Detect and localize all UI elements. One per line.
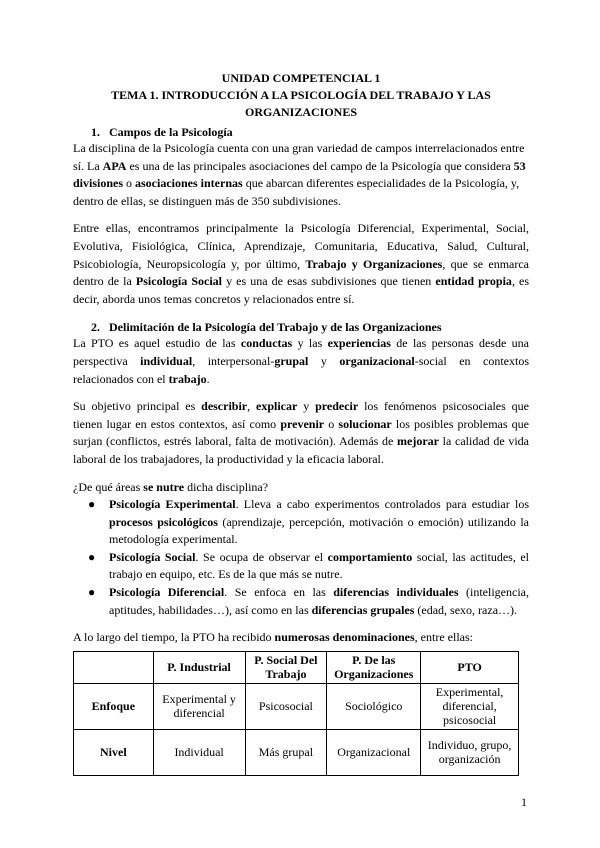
table-row-label: Enfoque: [74, 683, 154, 729]
table-header-cell: P. De las Organizaciones: [327, 651, 421, 683]
table-header-cell: P. Social Del Trabajo: [245, 651, 327, 683]
table-row: [74, 683, 519, 729]
section-2-heading: [73, 319, 529, 335]
section-2-paragraph-1: La PTO es aquel estudio de las conductas y las experiencias de las personas desde una perspectiva individual, interpersonal-grupal y organizacional-social en contextos relacionados con el trabajo.: [73, 336, 530, 386]
document-page: [73, 70, 529, 776]
table-cell: Más grupal: [245, 729, 327, 775]
table-header-cell: [74, 651, 154, 683]
list-item: ● Psicología Social. Se ocupa de observar el comportamiento social, las actitudes, el trabajo en equipo, etc. Es de la que más se nutre.: [88, 549, 530, 582]
table-row-label: Nivel: [74, 729, 154, 775]
unit-title: UNIDAD COMPETENCIAL 1: [221, 71, 381, 85]
table-cell: Experimental y diferencial: [153, 683, 245, 729]
table-cell: Experimental, diferencial, psicosocial: [421, 683, 519, 729]
bullet-icon: ●: [88, 585, 96, 600]
denominations-table: [73, 651, 519, 776]
table-cell: Individuo, grupo, organización: [421, 729, 519, 775]
section-1-paragraph-2: Entre ellas, encontramos principalmente la Psicología Diferencial, Experimental, Social, Evolutiva, Fisiológica, Clínica, Aprendizaje, Comunitaria, Educativa, Salud, Cultural, Psicobiología, Neuropsicología y, por último, Trabajo y Organizaciones, que se enmarca dentro de la Psicología Social y es una de esas subdivisiones que tienen entidad propia, es decir, aborda unos temas concretos y relacionados entre sí.: [73, 221, 530, 306]
table-header-row: [74, 651, 519, 683]
table-cell: Psicosocial: [245, 683, 327, 729]
section-1-paragraph-1: La disciplina de la Psicología cuenta con una gran variedad de campos interrelacionados entre sí. La APA es una de las principales asociaciones del campo de la Psicología que considera 53 divisiones o asociaciones internas que abarcan diferentes especialidades de la Psicología, y, dentro de ellas, se distinguen más de 350 subdivisiones.: [73, 141, 526, 208]
table-row: [74, 729, 519, 775]
list-item: ● Psicología Experimental. Lleva a cabo experimentos controlados para estudiar los procesos psicológicos (aprendizaje, percepción, motivación o emoción) utilizando la metodología experimental.: [88, 497, 529, 547]
areas-question: ¿De qué áreas se nutre dicha disciplina?: [73, 479, 269, 494]
bullet-icon: ●: [88, 497, 96, 512]
section-1-heading: [73, 124, 529, 140]
section-1-title: Campos de la Psicología: [109, 125, 233, 139]
section-2-number: 2.: [91, 320, 100, 335]
topic-title-line2: ORGANIZACIONES: [244, 105, 358, 119]
table-cell: Sociológico: [327, 683, 421, 729]
section-2-paragraph-2: Su objetivo principal es describir, explicar y predecir los fenómenos psicosociales que tienen lugar en estos contextos, así como prevenir o solucionar los posibles problemas que surjan (conflictos, estrés laboral, falta de motivación). Además de mejorar la calidad de vida laboral de los trabajadores, la productividad y la eficacia laboral.: [73, 399, 529, 466]
table-cell: Individual: [153, 729, 245, 775]
table-header-cell: PTO: [421, 651, 519, 683]
section-2-paragraph-3: A lo largo del tiempo, la PTO ha recibido numerosas denominaciones, entre ellas:: [73, 630, 473, 645]
table-header-cell: P. Industrial: [153, 651, 245, 683]
section-1-number: 1.: [91, 125, 100, 139]
page-number: 1: [521, 795, 527, 809]
bullet-icon: ●: [88, 549, 96, 564]
topic-title-line1: TEMA 1. INTRODUCCIÓN A LA PSICOLOGÍA DEL TRABAJO Y LAS: [111, 88, 491, 102]
table-cell: Organizacional: [327, 729, 421, 775]
section-2-title: Delimitación de la Psicología del Trabajo y de las Organizaciones: [109, 320, 442, 335]
areas-list: [73, 496, 529, 619]
list-item: ● Psicología Diferencial. Se enfoca en las diferencias individuales (inteligencia, aptitudes, habilidades…), así como en las diferencias grupales (edad, sexo, raza…).: [88, 585, 529, 617]
